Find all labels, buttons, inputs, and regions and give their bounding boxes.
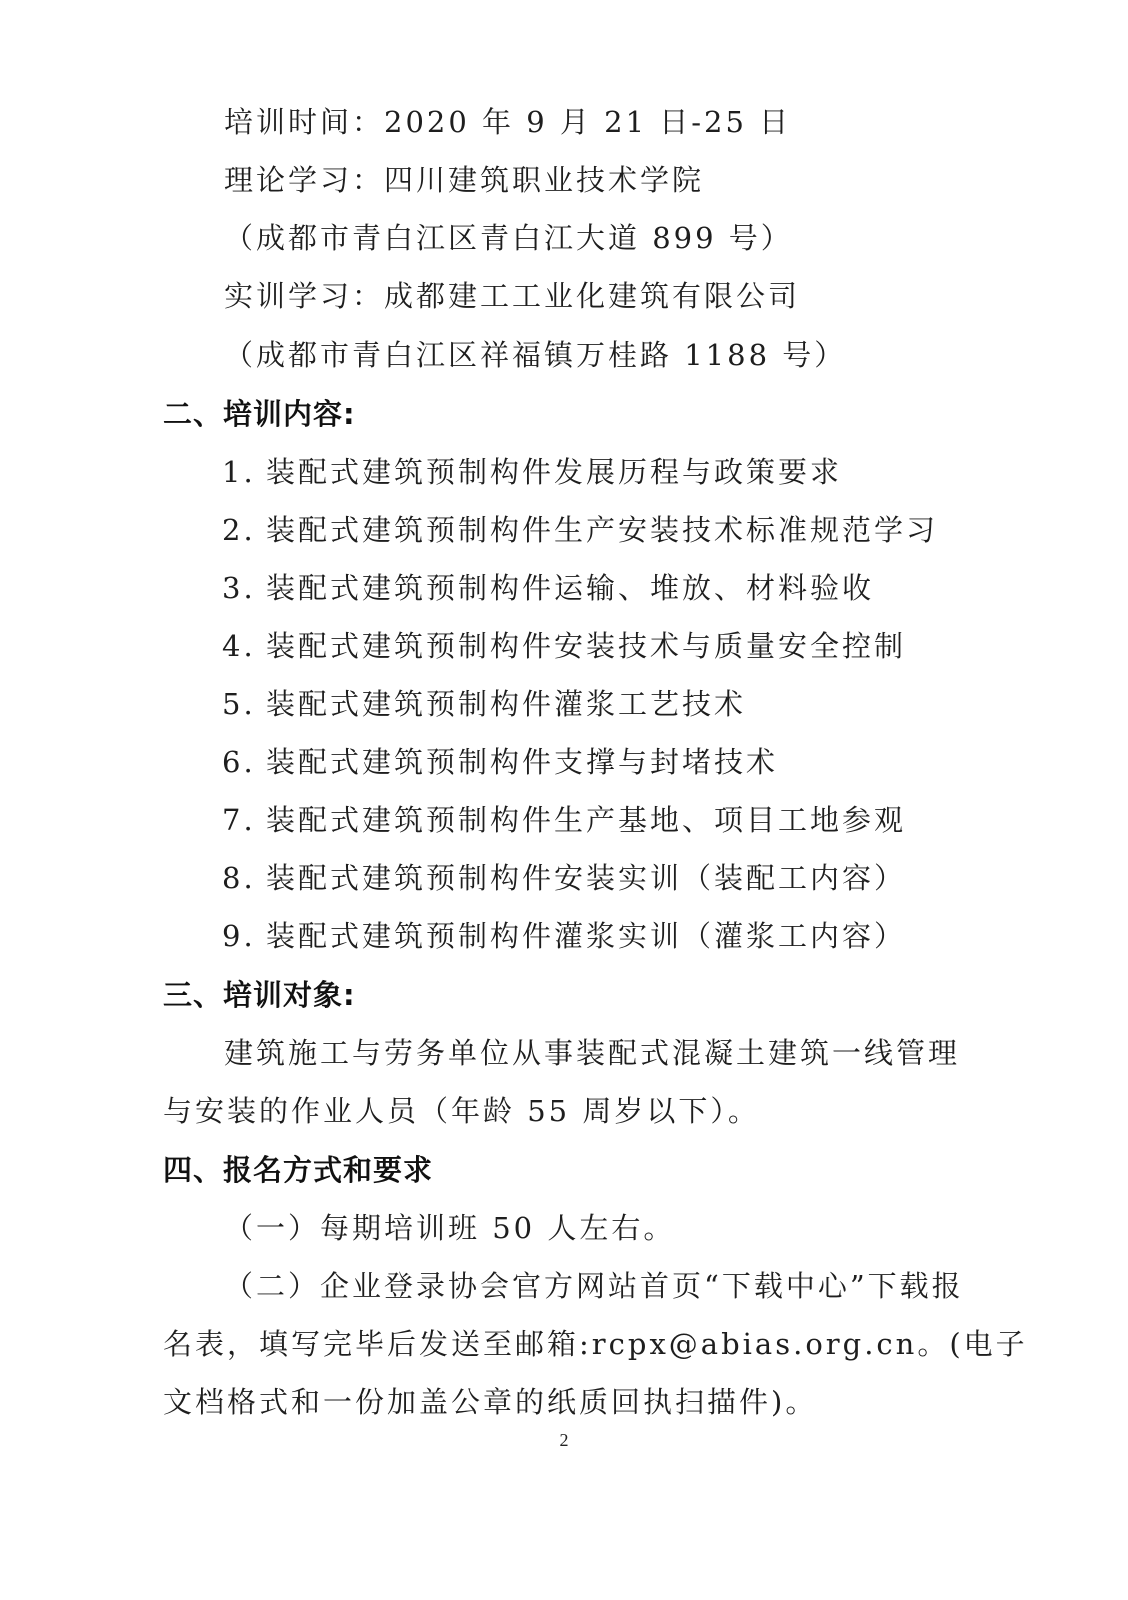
item-number: 6. [222,745,256,779]
item-text: 装配式建筑预制构件生产基地、项目工地参观 [266,803,907,837]
practical-study-location: 实训学习：成都建工工业化建筑有限公司 [224,279,801,313]
list-item [222,802,906,838]
list-item [222,570,874,606]
item-number: 7. [222,803,256,837]
item-number: 5. [222,687,256,721]
item-text: 装配式建筑预制构件灌浆工艺技术 [266,687,747,721]
list-item [222,860,906,896]
list-item [222,918,906,954]
training-time: 培训时间：2020 年 9 月 21 日-25 日 [224,105,792,139]
list-item [222,686,746,722]
theory-study-location: 理论学习：四川建筑职业技术学院 [224,163,705,197]
item-text: 装配式建筑预制构件安装技术与质量安全控制 [266,629,907,663]
item-text: 装配式建筑预制构件运输、堆放、材料验收 [266,571,875,605]
list-item [222,744,778,780]
item-text: 装配式建筑预制构件生产安装技术标准规范学习 [266,513,939,547]
registration-item-1: （一）每期培训班 50 人左右。 [224,1211,676,1245]
item-number: 2. [222,513,256,547]
practical-study-address: （成都市青白江区祥福镇万桂路 1188 号） [224,338,847,372]
registration-item-2-line-2: 名表，填写完毕后发送至邮箱:rcpx@abias.org.cn。(电子 [163,1327,1028,1361]
theory-study-address: （成都市青白江区青白江大道 899 号） [224,221,793,255]
item-number: 4. [222,629,256,663]
section-heading-training-target: 三、培训对象: [163,978,356,1012]
item-number: 9. [222,919,256,953]
registration-item-2-line-3: 文档格式和一份加盖公章的纸质回执扫描件)。 [163,1385,818,1419]
item-number: 8. [222,861,256,895]
page-number: 2 [559,1430,569,1450]
item-number: 1. [222,455,256,489]
item-text: 装配式建筑预制构件安装实训（装配工内容） [266,861,907,895]
list-item [222,512,938,548]
target-paragraph-line-1: 建筑施工与劳务单位从事装配式混凝土建筑一线管理 [224,1036,961,1070]
section-heading-registration: 四、报名方式和要求 [163,1153,434,1187]
list-item [222,628,906,664]
item-text: 装配式建筑预制构件支撑与封堵技术 [266,745,779,779]
registration-item-2-line-1: （二）企业登录协会官方网站首页“下载中心”下载报 [224,1269,964,1303]
item-text: 装配式建筑预制构件灌浆实训（灌浆工内容） [266,919,907,953]
item-number: 3. [222,571,256,605]
item-text: 装配式建筑预制构件发展历程与政策要求 [266,455,843,489]
section-heading-training-content: 二、培训内容: [163,397,356,431]
target-paragraph-line-2: 与安装的作业人员（年龄 55 周岁以下）。 [163,1094,760,1128]
list-item [222,454,842,490]
